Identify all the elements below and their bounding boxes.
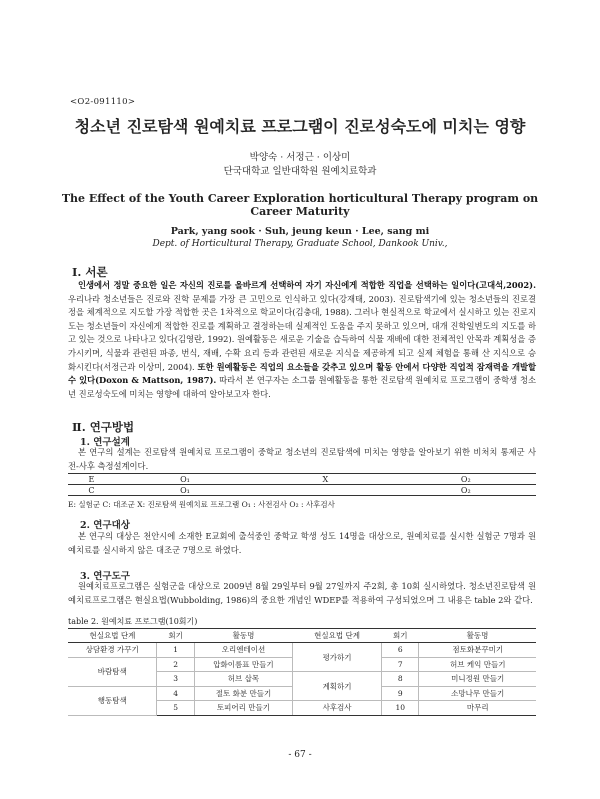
design-cell: O₂ — [396, 474, 536, 485]
header-cell: 회기 — [157, 629, 194, 643]
subsection-subjects-heading: 2. 연구대상 — [80, 520, 130, 531]
design-row-control — [68, 485, 536, 496]
program-table — [68, 628, 536, 716]
tools-text: 원예치료프로그램은 실험군을 대상으로 2009년 8월 29일부터 9월 27일까지 주2회, 총 10회 실시하였다. 청소년진로탐색 원예치료프로그램은 현실요법(Wubbolding, 1986)의 중요한 개념인 WDEP를 적용하여 구성되었으며 그 내용은 table 2와 같다. — [68, 581, 536, 605]
intro-sentence-2: 우리나라 청소년들은 진로와 진학 문제를 가장 큰 고민으로 인식하고 있다(강재태, 2003). 진로탐색기에 있는 청소년들의 진로결정을 체계적으로 지도할 가장 적합한 곳은 1차적으로 학교이다(김충대, 1988). 그러나 현실적으로 학교에서 실시하고 있는 진로지도는 청소년들이 자신에게 적합한 진로를 계획하고 결정하는데 실제적인 도움을 주지 못하고 있으며, 대개 진학일변도의 지도를 하고 있는 것으로 나타나고 있다(김영란, 1992). 원예활동은 새로운 기술을 습득하여 식물 재배에 대한 전체적인 안목과 계획성을 증가시키며, 식물과 관련된 파종, 번식, 재배, 수확 요리 등과 관련된 새로운 지식을 제공하게 되고 실제 체험을 통해 산 지식으로 승화시킨다(서정근과 이상미, 2004). — [68, 293, 536, 372]
stage-cell: 상담환경 가꾸기 — [68, 643, 157, 658]
affiliation-korean: 단국대학교 일반대학원 원예치료학과 — [223, 166, 377, 177]
header-cell: 활동명 — [419, 629, 536, 643]
design-cell: O₁ — [115, 474, 255, 485]
design-cell: X — [255, 474, 395, 485]
design-cell: E — [68, 474, 115, 485]
subsection-tools-heading: 3. 연구도구 — [80, 571, 130, 582]
stage-cell: 바람탐색 — [68, 657, 157, 686]
header-cell: 현실요법 단계 — [68, 629, 157, 643]
design-cell: O₂ — [396, 485, 536, 496]
title-english-line1: The Effect of the Youth Career Exploration horticultural Therapy program on — [61, 192, 539, 205]
activity-cell: 소망나무 만들기 — [419, 686, 536, 701]
authors-english: Park, yang sook · Suh, jeung keun · Lee, sang mi — [170, 226, 430, 237]
page-number: - 67 - — [288, 750, 312, 760]
header-cell: 현실요법 단계 — [293, 629, 382, 643]
paper-code: <O2-091110> — [70, 97, 136, 107]
activity-cell: 점토화분꾸미기 — [419, 643, 536, 658]
design-cell: O₁ — [115, 485, 255, 496]
session-cell: 6 — [382, 643, 419, 658]
session-cell: 7 — [382, 657, 419, 672]
activity-cell: 토피어리 만들기 — [194, 701, 292, 716]
design-cell — [255, 485, 395, 496]
activity-cell: 오리엔테이션 — [194, 643, 292, 658]
activity-cell: 허브 케익 만들기 — [419, 657, 536, 672]
stage-cell: 사후검사 — [293, 701, 382, 716]
session-cell: 4 — [157, 686, 194, 701]
intro-sentence-3: 또한 원예활동은 직업의 요소들을 갖추고 있으며 활동 안에서 다양한 직업적 잠재력을 개발할 수 있다(Doxon & Mattson, 1987). — [68, 361, 536, 386]
session-cell: 5 — [157, 701, 194, 716]
header-cell: 활동명 — [194, 629, 292, 643]
title-korean: 청소년 진로탐색 원예치료 프로그램이 진로성숙도에 미치는 영향 — [74, 117, 526, 136]
session-cell: 1 — [157, 643, 194, 658]
program-table-header — [68, 629, 536, 643]
title-english-line2: Career Maturity — [250, 205, 350, 218]
activity-cell: 허브 삽목 — [194, 672, 292, 687]
stage-cell: 평가하기 — [293, 643, 382, 672]
authors-korean: 박양숙 · 서정근 · 이상미 — [249, 152, 351, 163]
design-paragraph — [68, 446, 536, 473]
section-introduction-heading: Ⅰ. 서론 — [72, 265, 108, 279]
stage-cell: 행동탐색 — [68, 686, 157, 715]
session-cell: 8 — [382, 672, 419, 687]
introduction-paragraph — [68, 279, 536, 401]
intro-sentence-4: 따라서 본 연구자는 소그룹 원예활동을 통한 진로탐색 원예치료 프로그램이 중학생 청소년 진로성숙도에 미치는 영향에 대하여 알아보고자 한다. — [68, 375, 536, 399]
tools-paragraph — [68, 580, 536, 607]
subsection-design-heading: 1. 연구설계 — [80, 437, 130, 448]
table-row — [68, 643, 536, 658]
table2-caption: table 2. 원예치료 프로그램(10회기) — [68, 617, 198, 626]
session-cell: 9 — [382, 686, 419, 701]
session-cell: 10 — [382, 701, 419, 716]
design-cell: C — [68, 485, 115, 496]
activity-cell: 마무리 — [419, 701, 536, 716]
intro-sentence-1: 인생에서 정말 중요한 일은 자신의 진로를 올바르게 선택하여 자기 자신에게 적합한 직업을 선택하는 일이다(고대석,2002). — [78, 280, 536, 290]
design-legend: E: 실험군 C: 대조군 X: 진로탐색 원예치료 프로그램 O₁ : 사전검사 O₂ : 사후검사 — [68, 500, 335, 509]
session-cell: 3 — [157, 672, 194, 687]
design-table — [68, 473, 536, 496]
stage-cell: 계획하기 — [293, 672, 382, 701]
affiliation-english: Dept. of Horticultural Therapy, Graduate School, Dankook Univ., — [152, 239, 448, 249]
design-text: 본 연구의 설계는 진로탐색 원예치료 프로그램이 중학교 청소년의 진로탐색에 미치는 영향을 알아보기 위한 비처치 통제군 사전-사후 측정설계이다. — [68, 447, 536, 471]
section-methods-heading: Ⅱ. 연구방법 — [72, 420, 135, 434]
subjects-text: 본 연구의 대상은 천안시에 소재한 E교회에 출석중인 중학교 학생 성도 14명을 대상으로, 원예치료를 실시한 실험군 7명과 원예치료를 실시하지 않은 대조군 7명으로 하였다. — [68, 531, 536, 555]
header-cell: 회기 — [382, 629, 419, 643]
design-row-experimental — [68, 474, 536, 485]
title-english — [0, 192, 600, 218]
subjects-paragraph — [68, 530, 536, 557]
activity-cell: 미니정원 만들기 — [419, 672, 536, 687]
activity-cell: 절토 화분 만들기 — [194, 686, 292, 701]
activity-cell: 압화이름표 만들기 — [194, 657, 292, 672]
session-cell: 2 — [157, 657, 194, 672]
